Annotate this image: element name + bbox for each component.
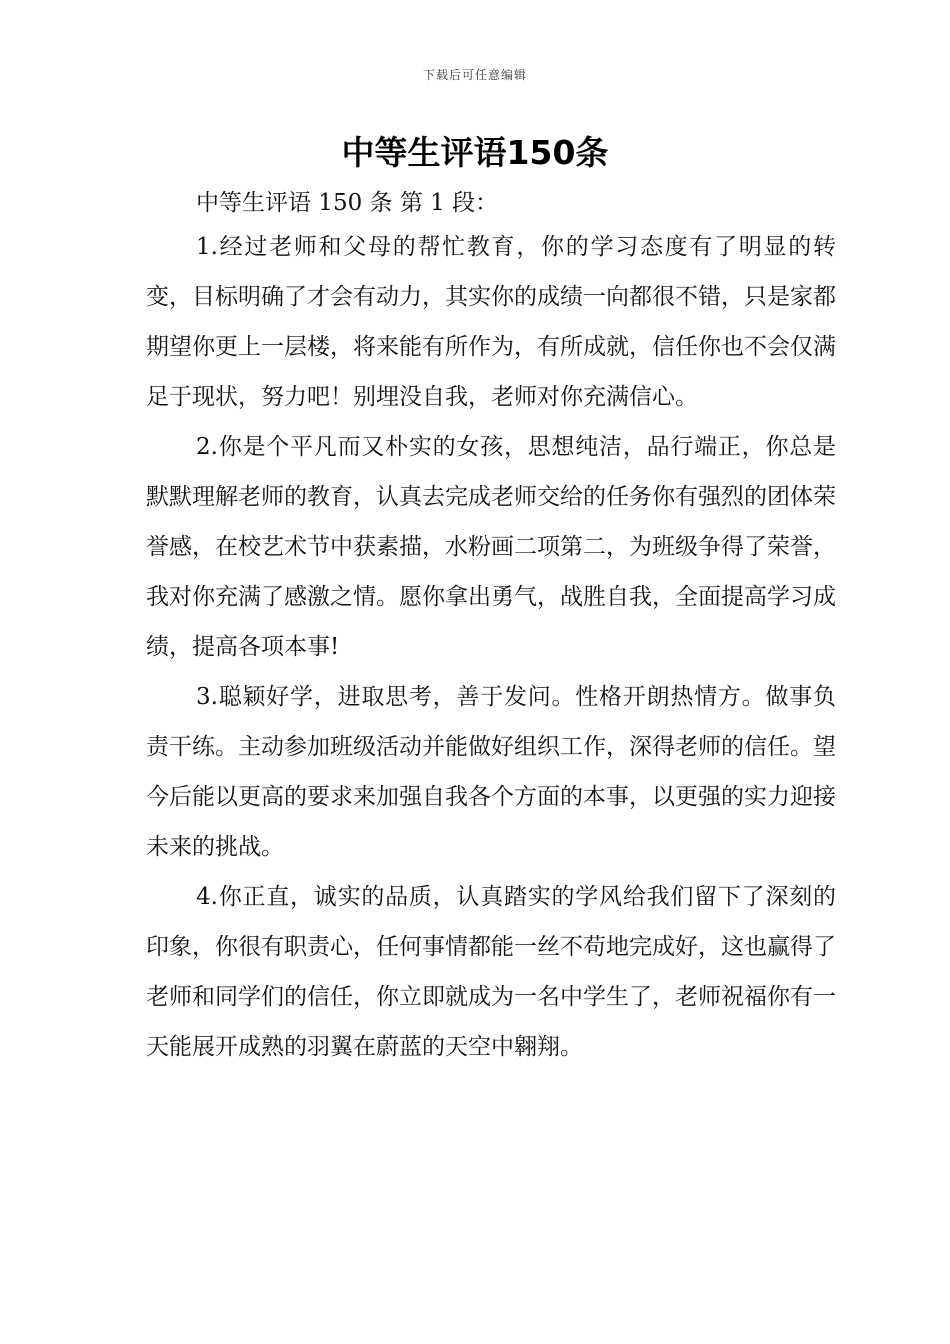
- header-note: 下载后可任意编辑: [422, 68, 527, 82]
- page-title: 中等生评语150条: [341, 133, 609, 172]
- comment-entry-2: 2.你是个平凡而又朴实的女孩，思想纯洁，品行端正，你总是默默理解老师的教育，认真去完成老师交给的任务你有强烈的团体荣誉感，在校艺术节中获素描，水粉画二项第二，为班级争得了荣誉，我对你充满了感激之情。愿你拿出勇气，战胜自我，全面提高学习成绩，提高各项本事!: [146, 434, 836, 660]
- comment-entry-4: 4.你正直，诚实的品质，认真踏实的学风给我们留下了深刻的印象，你很有职责心，任何事情都能一丝不苟地完成好，这也赢得了老师和同学们的信任，你立即就成为一名中学生了，老师祝福你有一天能展开成熟的羽翼在蔚蓝的天空中翱翔。: [146, 884, 836, 1060]
- comment-entry-1: 1.经过老师和父母的帮忙教育，你的学习态度有了明显的转变，目标明确了才会有动力，其实你的成绩一向都很不错，只是家都期望你更上一层楼，将来能有所作为，有所成就，信任你也不会仅满足于现状，努力吧！别埋没自我，老师对你充满信心。: [146, 234, 836, 410]
- comment-list: [146, 222, 836, 1072]
- section-subtitle: 中等生评语 150 条 第 1 段：: [196, 190, 499, 216]
- comment-entry-3: 3.聪颖好学，进取思考，善于发问。性格开朗热情方。做事负责干练。主动参加班级活动并能做好组织工作，深得老师的信任。望今后能以更高的要求来加强自我各个方面的本事，以更强的实力迎接未来的挑战。: [146, 684, 836, 860]
